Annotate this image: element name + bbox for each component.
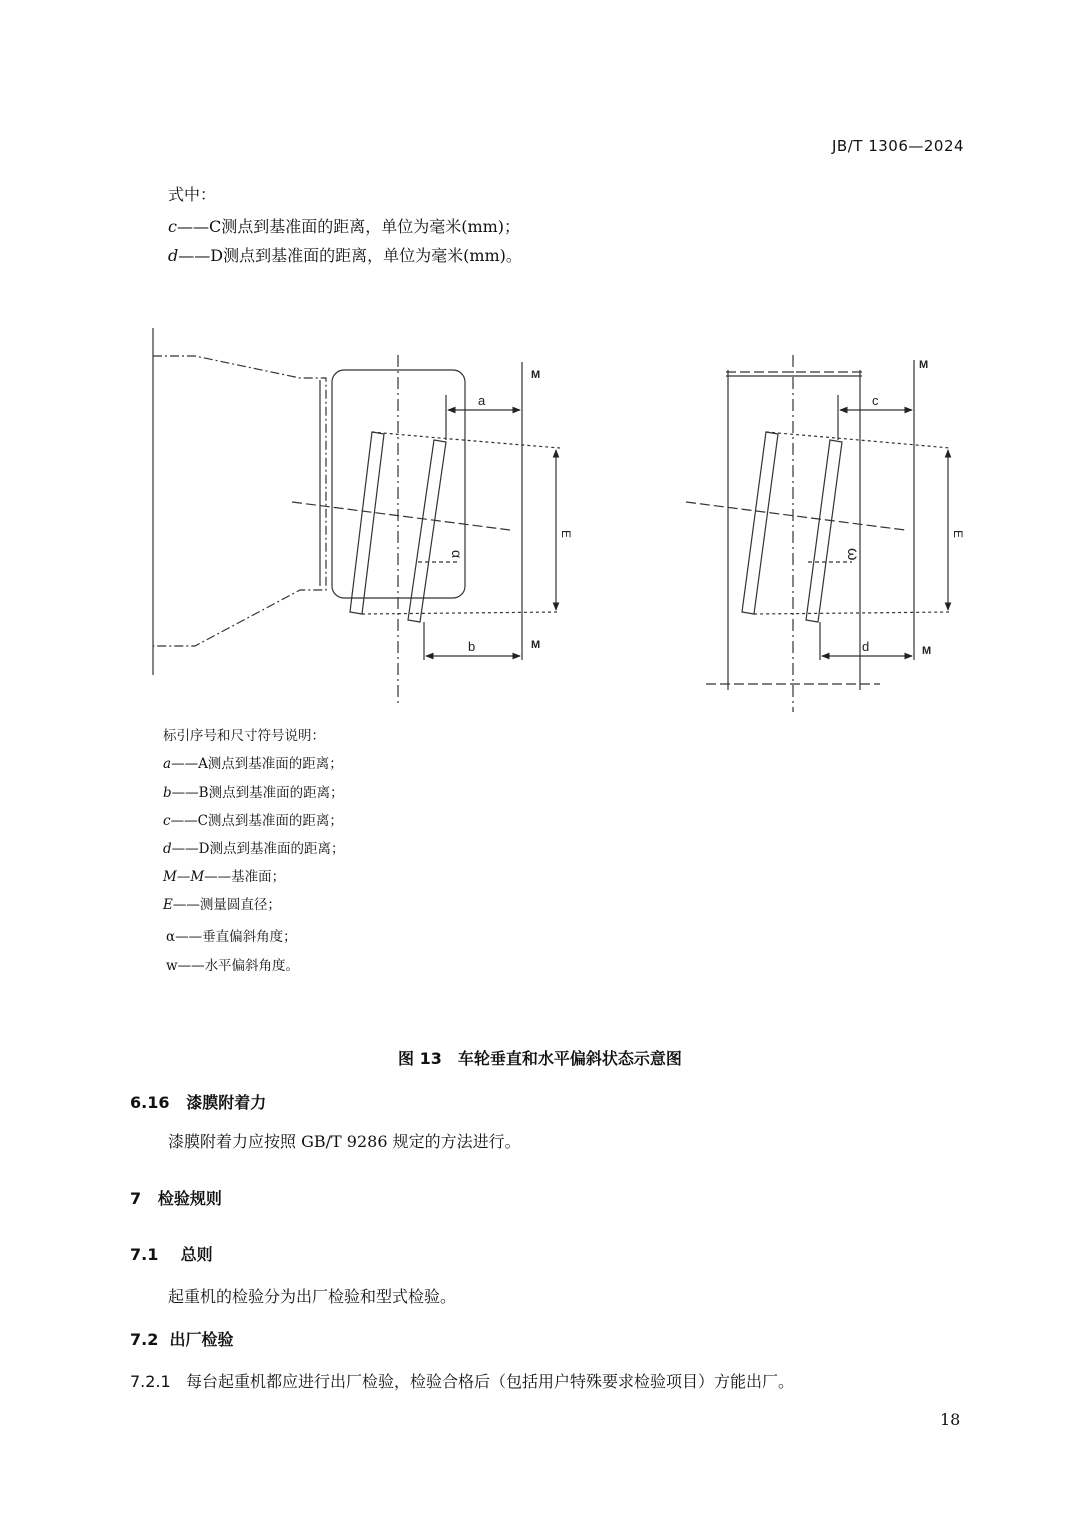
where-text: ——C测点到基准面的距离，单位为毫米(mm)； — [176, 217, 521, 236]
section-title: 漆膜附着力 — [186, 1093, 267, 1112]
section-title: 检验规则 — [157, 1189, 222, 1208]
figure-caption: 图 13 车轮垂直和水平偏斜状态示意图 — [398, 1049, 682, 1068]
section-title: 总则 — [180, 1245, 213, 1264]
legend-text: ——基准面； — [204, 869, 286, 885]
left-dimensions — [424, 362, 556, 660]
section-number: 7.2.1 — [130, 1372, 171, 1391]
label-e-right: E — [951, 530, 965, 539]
left-frame — [153, 328, 465, 705]
legend-item — [166, 925, 297, 945]
legend-item — [166, 954, 299, 974]
legend-symbol: c — [163, 813, 171, 829]
right-wheels — [686, 432, 950, 622]
right-dimensions — [820, 360, 948, 660]
label-d: d — [862, 639, 870, 654]
label-c: c — [872, 393, 879, 408]
legend-text: ——A测点到基准面的距离； — [171, 756, 343, 772]
section-number: 7 — [130, 1189, 142, 1208]
label-m-left-top: M — [531, 369, 541, 381]
legend-symbol: a — [163, 756, 172, 772]
section-text-7-1: 起重机的检验分为出厂检验和型式检验。 — [168, 1287, 457, 1306]
legend-title: 标引序号和尺寸符号说明： — [163, 728, 325, 744]
section-text-6-16: 漆膜附着力应按照 GB/T 9286 规定的方法进行。 — [168, 1132, 521, 1151]
legend-item — [163, 837, 344, 857]
legend-item — [163, 865, 285, 885]
label-m-right-bottom: M — [922, 645, 932, 657]
legend-text: ——D测点到基准面的距离； — [171, 841, 345, 857]
section-heading-7 — [130, 1186, 222, 1209]
legend-symbol: d — [163, 841, 172, 857]
legend-item — [163, 752, 343, 772]
label-m-left-bottom: M — [531, 639, 541, 651]
section-heading-7-2 — [130, 1327, 234, 1350]
legend-text: ——测量圆直径； — [172, 897, 281, 913]
legend-item — [163, 781, 344, 801]
label-m-right-top: M — [919, 359, 929, 371]
section-text: 每台起重机都应进行出厂检验，检验合格后（包括用户特殊要求检验项目）方能出厂。 — [185, 1372, 794, 1391]
legend-symbol: b — [163, 785, 172, 801]
where-intro: 式中： — [168, 185, 217, 204]
where-symbol: d — [168, 246, 179, 265]
section-number: 7.1 — [130, 1245, 159, 1264]
legend-item — [163, 809, 343, 829]
section-number: 7.2 — [130, 1330, 159, 1349]
legend-text: ——B测点到基准面的距离； — [171, 785, 344, 801]
legend-symbol: α — [166, 929, 176, 945]
section-heading-7-1 — [130, 1242, 213, 1265]
page-number: 18 — [940, 1410, 961, 1429]
document-code: JB/T 1306—2024 — [832, 137, 965, 155]
section-7-2-1 — [130, 1369, 794, 1392]
right-frame — [706, 355, 880, 712]
legend-item — [163, 893, 281, 913]
legend-text: ——垂直偏斜角度； — [175, 929, 297, 945]
section-number: 6.16 — [130, 1093, 170, 1112]
label-b: b — [468, 639, 476, 654]
label-omega: ω — [844, 548, 861, 561]
section-title: 出厂检验 — [169, 1330, 234, 1349]
legend-symbol: w — [166, 958, 178, 974]
legend-text: ——C测点到基准面的距离； — [170, 813, 343, 829]
label-e-left: E — [559, 530, 573, 539]
label-a: a — [478, 393, 486, 408]
legend-text: ——水平偏斜角度。 — [177, 958, 300, 974]
figure-13-diagram — [0, 0, 1080, 730]
where-symbol: c — [168, 217, 177, 236]
legend-symbol: M—M — [163, 869, 205, 885]
where-text: ——D测点到基准面的距离，单位为毫米(mm)。 — [178, 246, 522, 265]
section-heading-6-16 — [130, 1090, 266, 1113]
legend-symbol: E — [163, 897, 173, 913]
label-alpha: α — [449, 550, 465, 559]
